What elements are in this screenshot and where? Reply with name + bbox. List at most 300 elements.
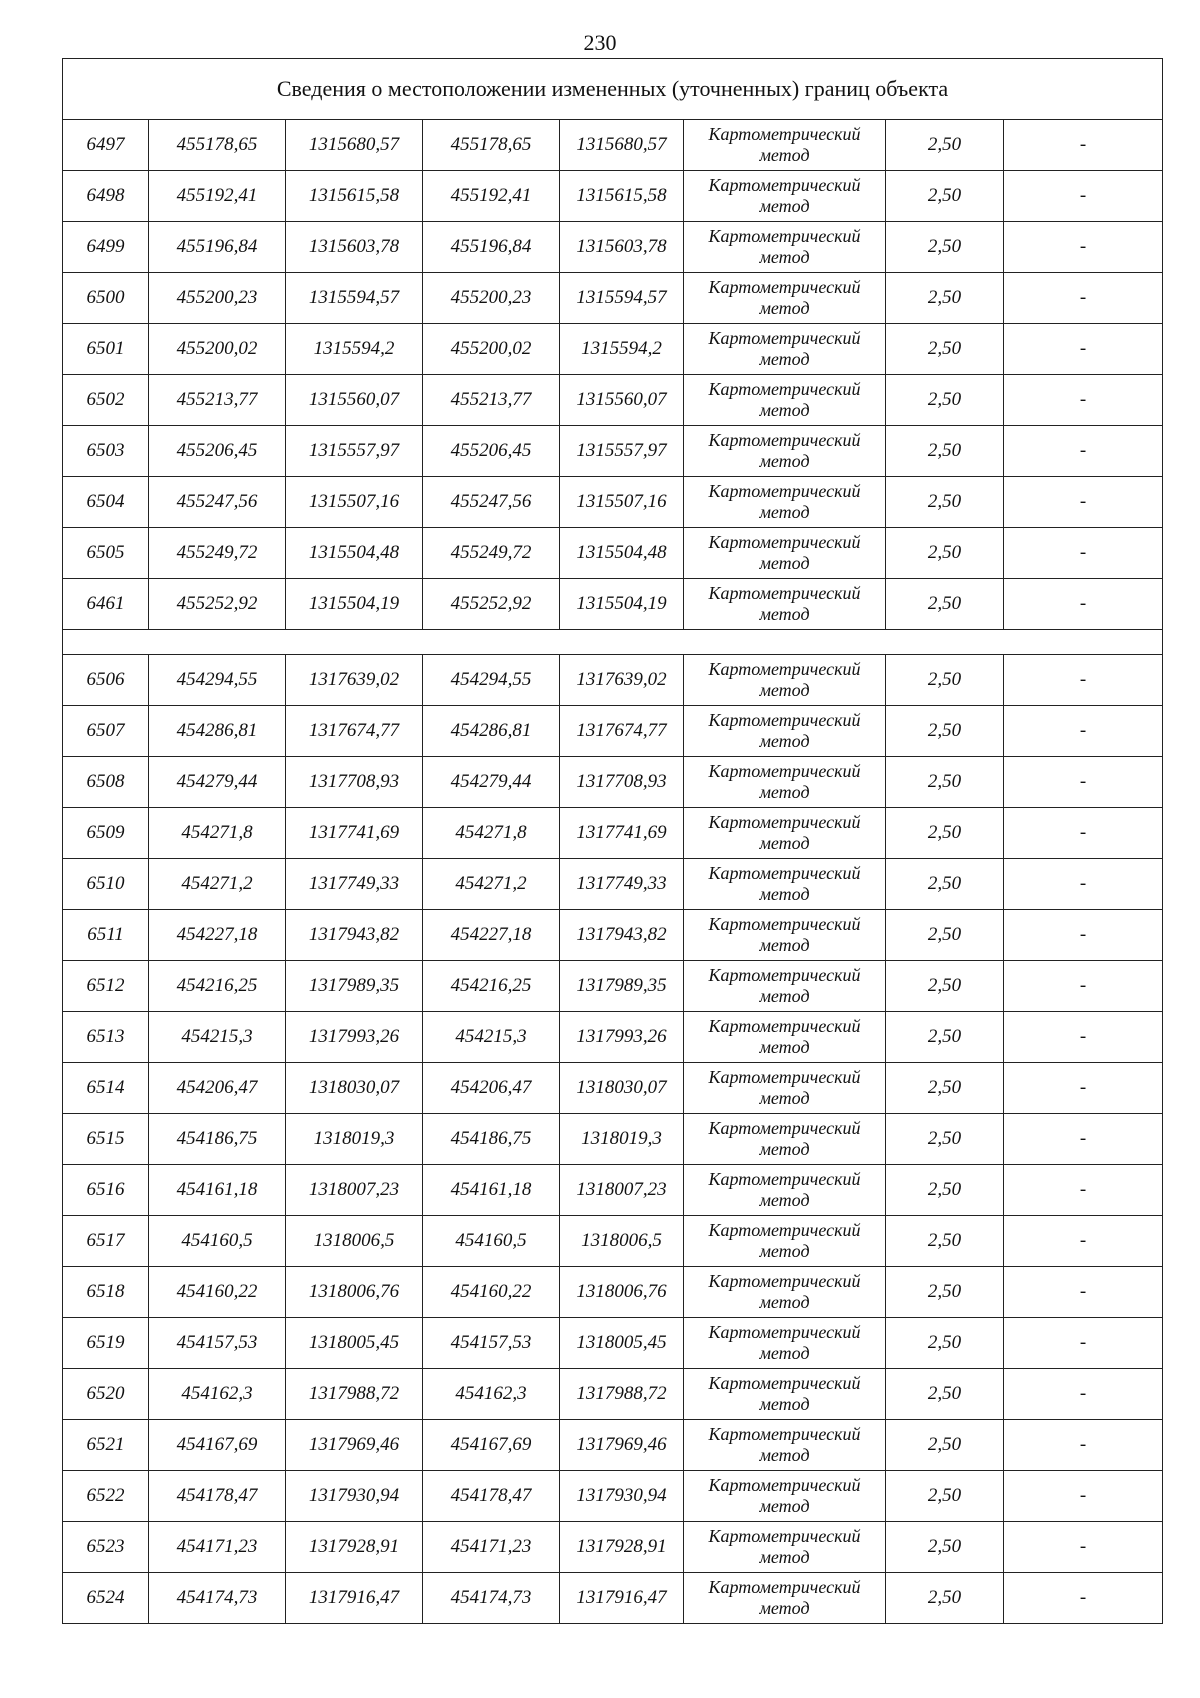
cell-y-new: 1317930,94 — [560, 1471, 684, 1522]
table-row — [63, 1165, 1163, 1216]
table-row — [63, 808, 1163, 859]
cell-method — [684, 1420, 886, 1471]
cell-description: - — [1004, 528, 1163, 579]
cell-method — [684, 324, 886, 375]
cell-description: - — [1004, 426, 1163, 477]
cell-x-new: 454178,47 — [423, 1471, 560, 1522]
cell-description: - — [1004, 324, 1163, 375]
cell-description: - — [1004, 1216, 1163, 1267]
cell-y-new: 1318006,5 — [560, 1216, 684, 1267]
cell-x-new: 454186,75 — [423, 1114, 560, 1165]
cell-x-old: 454161,18 — [149, 1165, 286, 1216]
method-line-2: метод — [759, 680, 810, 700]
method-line-2: метод — [759, 349, 810, 369]
cell-accuracy: 2,50 — [886, 1114, 1004, 1165]
cell-x-old: 454178,47 — [149, 1471, 286, 1522]
cell-description: - — [1004, 1522, 1163, 1573]
cell-method — [684, 273, 886, 324]
cell-method — [684, 120, 886, 171]
table-row — [63, 757, 1163, 808]
method-line-1: Картометрический — [708, 379, 861, 399]
cell-x-old: 454227,18 — [149, 910, 286, 961]
cell-point-number: 6522 — [63, 1471, 149, 1522]
method-line-1: Картометрический — [708, 863, 861, 883]
cell-y-old: 1318006,76 — [286, 1267, 423, 1318]
cell-y-old: 1317988,72 — [286, 1369, 423, 1420]
cell-y-new: 1315507,16 — [560, 477, 684, 528]
cell-point-number: 6524 — [63, 1573, 149, 1624]
cell-description: - — [1004, 1063, 1163, 1114]
cell-description: - — [1004, 859, 1163, 910]
cell-description: - — [1004, 706, 1163, 757]
table-row — [63, 1216, 1163, 1267]
method-line-2: метод — [759, 1139, 810, 1159]
cell-method — [684, 477, 886, 528]
cell-point-number: 6520 — [63, 1369, 149, 1420]
table-row — [63, 273, 1163, 324]
cell-x-new: 454271,2 — [423, 859, 560, 910]
cell-accuracy: 2,50 — [886, 1012, 1004, 1063]
cell-point-number: 6503 — [63, 426, 149, 477]
cell-x-new: 454227,18 — [423, 910, 560, 961]
cell-x-old: 455200,23 — [149, 273, 286, 324]
cell-y-old: 1315504,48 — [286, 528, 423, 579]
cell-y-new: 1317969,46 — [560, 1420, 684, 1471]
cell-y-new: 1315557,97 — [560, 426, 684, 477]
cell-point-number: 6505 — [63, 528, 149, 579]
cell-x-new: 454174,73 — [423, 1573, 560, 1624]
method-line-1: Картометрический — [708, 1526, 861, 1546]
method-line-2: метод — [759, 1037, 810, 1057]
table-row — [63, 910, 1163, 961]
table-title-row — [63, 59, 1163, 120]
cell-accuracy: 2,50 — [886, 1369, 1004, 1420]
cell-y-old: 1315594,2 — [286, 324, 423, 375]
cell-x-old: 454271,2 — [149, 859, 286, 910]
cell-method — [684, 961, 886, 1012]
cell-y-new: 1318006,76 — [560, 1267, 684, 1318]
cell-description: - — [1004, 961, 1163, 1012]
cell-description: - — [1004, 655, 1163, 706]
cell-x-new: 454157,53 — [423, 1318, 560, 1369]
cell-y-old: 1317916,47 — [286, 1573, 423, 1624]
cell-y-new: 1317639,02 — [560, 655, 684, 706]
cell-y-old: 1317969,46 — [286, 1420, 423, 1471]
method-line-1: Картометрический — [708, 1169, 861, 1189]
cell-x-old: 455200,02 — [149, 324, 286, 375]
method-line-1: Картометрический — [708, 1424, 861, 1444]
method-line-2: метод — [759, 145, 810, 165]
cell-x-new: 455200,02 — [423, 324, 560, 375]
cell-accuracy: 2,50 — [886, 757, 1004, 808]
cell-x-new: 454161,18 — [423, 1165, 560, 1216]
table-row — [63, 1420, 1163, 1471]
cell-y-new: 1315594,2 — [560, 324, 684, 375]
cell-y-old: 1317674,77 — [286, 706, 423, 757]
table-row — [63, 120, 1163, 171]
cell-description: - — [1004, 808, 1163, 859]
page-number: 230 — [583, 30, 617, 55]
cell-y-new: 1315504,19 — [560, 579, 684, 630]
cell-accuracy: 2,50 — [886, 1522, 1004, 1573]
cell-x-new: 454160,22 — [423, 1267, 560, 1318]
cell-x-new: 454206,47 — [423, 1063, 560, 1114]
cell-x-old: 454174,73 — [149, 1573, 286, 1624]
cell-point-number: 6512 — [63, 961, 149, 1012]
method-line-2: метод — [759, 935, 810, 955]
cell-method — [684, 528, 886, 579]
cell-y-old: 1317989,35 — [286, 961, 423, 1012]
cell-y-new: 1317943,82 — [560, 910, 684, 961]
cell-x-new: 454160,5 — [423, 1216, 560, 1267]
cell-y-old: 1315594,57 — [286, 273, 423, 324]
cell-y-old: 1315507,16 — [286, 477, 423, 528]
cell-y-new: 1318005,45 — [560, 1318, 684, 1369]
method-line-2: метод — [759, 1445, 810, 1465]
cell-y-old: 1317943,82 — [286, 910, 423, 961]
cell-description: - — [1004, 1471, 1163, 1522]
method-line-1: Картометрический — [708, 1220, 861, 1240]
cell-x-old: 454167,69 — [149, 1420, 286, 1471]
method-line-2: метод — [759, 1292, 810, 1312]
cell-point-number: 6499 — [63, 222, 149, 273]
cell-method — [684, 1063, 886, 1114]
cell-method — [684, 757, 886, 808]
cell-x-old: 454294,55 — [149, 655, 286, 706]
cell-y-new: 1317916,47 — [560, 1573, 684, 1624]
cell-method — [684, 655, 886, 706]
method-line-2: метод — [759, 986, 810, 1006]
method-line-1: Картометрический — [708, 1118, 861, 1138]
cell-x-new: 454271,8 — [423, 808, 560, 859]
cell-x-new: 454171,23 — [423, 1522, 560, 1573]
cell-x-old: 455213,77 — [149, 375, 286, 426]
cell-accuracy: 2,50 — [886, 1165, 1004, 1216]
cell-y-old: 1318006,5 — [286, 1216, 423, 1267]
cell-point-number: 6497 — [63, 120, 149, 171]
cell-x-old: 454171,23 — [149, 1522, 286, 1573]
table-row — [63, 171, 1163, 222]
cell-y-new: 1318030,07 — [560, 1063, 684, 1114]
cell-y-old: 1317930,94 — [286, 1471, 423, 1522]
cell-point-number: 6514 — [63, 1063, 149, 1114]
cell-accuracy: 2,50 — [886, 808, 1004, 859]
cell-x-old: 454160,5 — [149, 1216, 286, 1267]
cell-x-new: 454286,81 — [423, 706, 560, 757]
cell-y-old: 1315557,97 — [286, 426, 423, 477]
method-line-2: метод — [759, 1547, 810, 1567]
cell-y-new: 1315504,48 — [560, 528, 684, 579]
cell-x-old: 455196,84 — [149, 222, 286, 273]
cell-x-new: 455247,56 — [423, 477, 560, 528]
cell-x-old: 455249,72 — [149, 528, 286, 579]
cell-accuracy: 2,50 — [886, 1471, 1004, 1522]
table-row — [63, 579, 1163, 630]
cell-point-number: 6518 — [63, 1267, 149, 1318]
cell-y-old: 1317639,02 — [286, 655, 423, 706]
cell-y-old: 1318005,45 — [286, 1318, 423, 1369]
cell-method — [684, 1471, 886, 1522]
method-line-2: метод — [759, 1190, 810, 1210]
cell-point-number: 6509 — [63, 808, 149, 859]
method-line-1: Картометрический — [708, 226, 861, 246]
cell-point-number: 6504 — [63, 477, 149, 528]
cell-accuracy: 2,50 — [886, 273, 1004, 324]
cell-accuracy: 2,50 — [886, 1420, 1004, 1471]
cell-point-number: 6523 — [63, 1522, 149, 1573]
method-line-1: Картометрический — [708, 965, 861, 985]
cell-x-old: 455252,92 — [149, 579, 286, 630]
cell-point-number: 6500 — [63, 273, 149, 324]
method-line-1: Картометрический — [708, 914, 861, 934]
cell-point-number: 6508 — [63, 757, 149, 808]
method-line-1: Картометрический — [708, 583, 861, 603]
cell-y-new: 1317674,77 — [560, 706, 684, 757]
method-line-1: Картометрический — [708, 124, 861, 144]
table-row — [63, 426, 1163, 477]
cell-x-old: 454206,47 — [149, 1063, 286, 1114]
cell-description: - — [1004, 1114, 1163, 1165]
method-line-2: метод — [759, 196, 810, 216]
cell-x-new: 454216,25 — [423, 961, 560, 1012]
cell-description: - — [1004, 1369, 1163, 1420]
cell-method — [684, 1522, 886, 1573]
cell-x-old: 454157,53 — [149, 1318, 286, 1369]
cell-description: - — [1004, 1165, 1163, 1216]
cell-x-old: 455247,56 — [149, 477, 286, 528]
cell-x-new: 454294,55 — [423, 655, 560, 706]
table-row — [63, 1012, 1163, 1063]
cell-y-new: 1317993,26 — [560, 1012, 684, 1063]
table-row — [63, 859, 1163, 910]
cell-accuracy: 2,50 — [886, 910, 1004, 961]
table-row — [63, 1573, 1163, 1624]
cell-method — [684, 171, 886, 222]
method-line-2: метод — [759, 604, 810, 624]
cell-x-new: 454279,44 — [423, 757, 560, 808]
cell-accuracy: 2,50 — [886, 706, 1004, 757]
table-row — [63, 1369, 1163, 1420]
coordinates-table — [62, 58, 1163, 1624]
method-line-2: метод — [759, 553, 810, 573]
method-line-2: метод — [759, 247, 810, 267]
cell-point-number: 6516 — [63, 1165, 149, 1216]
cell-y-new: 1317749,33 — [560, 859, 684, 910]
cell-accuracy: 2,50 — [886, 1216, 1004, 1267]
table-title: Сведения о местоположении измененных (уточненных) границ объекта — [63, 59, 1163, 120]
cell-y-new: 1317988,72 — [560, 1369, 684, 1420]
cell-accuracy: 2,50 — [886, 375, 1004, 426]
method-line-1: Картометрический — [708, 710, 861, 730]
cell-y-new: 1317989,35 — [560, 961, 684, 1012]
method-line-2: метод — [759, 451, 810, 471]
table-row — [63, 1267, 1163, 1318]
cell-description: - — [1004, 273, 1163, 324]
method-line-2: метод — [759, 731, 810, 751]
cell-y-old: 1317993,26 — [286, 1012, 423, 1063]
method-line-2: метод — [759, 1496, 810, 1516]
method-line-1: Картометрический — [708, 1373, 861, 1393]
cell-method — [684, 1012, 886, 1063]
cell-y-old: 1315603,78 — [286, 222, 423, 273]
table-body — [63, 59, 1163, 1624]
table-row — [63, 1318, 1163, 1369]
cell-method — [684, 1165, 886, 1216]
method-line-2: метод — [759, 1394, 810, 1414]
cell-x-old: 454216,25 — [149, 961, 286, 1012]
cell-method — [684, 808, 886, 859]
table-row — [63, 1063, 1163, 1114]
method-line-2: метод — [759, 1598, 810, 1618]
cell-accuracy: 2,50 — [886, 1573, 1004, 1624]
table-row — [63, 324, 1163, 375]
cell-x-new: 455200,23 — [423, 273, 560, 324]
method-line-1: Картометрический — [708, 1067, 861, 1087]
table-row — [63, 706, 1163, 757]
cell-y-new: 1315680,57 — [560, 120, 684, 171]
cell-accuracy: 2,50 — [886, 477, 1004, 528]
table-row — [63, 961, 1163, 1012]
cell-method — [684, 910, 886, 961]
cell-y-old: 1318007,23 — [286, 1165, 423, 1216]
cell-y-new: 1317708,93 — [560, 757, 684, 808]
method-line-1: Картометрический — [708, 761, 861, 781]
cell-description: - — [1004, 222, 1163, 273]
cell-y-old: 1318019,3 — [286, 1114, 423, 1165]
table-row — [63, 222, 1163, 273]
cell-x-old: 454271,8 — [149, 808, 286, 859]
table-row — [63, 1471, 1163, 1522]
cell-point-number: 6511 — [63, 910, 149, 961]
cell-method — [684, 1114, 886, 1165]
cell-description: - — [1004, 579, 1163, 630]
cell-description: - — [1004, 1318, 1163, 1369]
cell-x-new: 455213,77 — [423, 375, 560, 426]
table-row — [63, 1522, 1163, 1573]
cell-method — [684, 222, 886, 273]
method-line-1: Картометрический — [708, 1322, 861, 1342]
cell-method — [684, 1369, 886, 1420]
cell-y-new: 1318019,3 — [560, 1114, 684, 1165]
method-line-2: метод — [759, 1343, 810, 1363]
cell-x-new: 455252,92 — [423, 579, 560, 630]
cell-description: - — [1004, 757, 1163, 808]
cell-method — [684, 426, 886, 477]
method-line-2: метод — [759, 1241, 810, 1261]
cell-method — [684, 1573, 886, 1624]
method-line-1: Картометрический — [708, 659, 861, 679]
method-line-2: метод — [759, 400, 810, 420]
method-line-1: Картометрический — [708, 1271, 861, 1291]
cell-y-old: 1317928,91 — [286, 1522, 423, 1573]
table-row — [63, 655, 1163, 706]
cell-x-old: 454186,75 — [149, 1114, 286, 1165]
method-line-2: метод — [759, 884, 810, 904]
cell-point-number: 6510 — [63, 859, 149, 910]
method-line-1: Картометрический — [708, 1016, 861, 1036]
cell-point-number: 6502 — [63, 375, 149, 426]
cell-y-old: 1317741,69 — [286, 808, 423, 859]
cell-x-new: 454162,3 — [423, 1369, 560, 1420]
method-line-2: метод — [759, 298, 810, 318]
table-row — [63, 375, 1163, 426]
cell-y-old: 1315560,07 — [286, 375, 423, 426]
cell-x-old: 454160,22 — [149, 1267, 286, 1318]
cell-x-new: 455196,84 — [423, 222, 560, 273]
cell-point-number: 6461 — [63, 579, 149, 630]
group-separator-row — [63, 630, 1163, 655]
method-line-1: Картометрический — [708, 1577, 861, 1597]
cell-accuracy: 2,50 — [886, 426, 1004, 477]
cell-description: - — [1004, 477, 1163, 528]
cell-y-new: 1318007,23 — [560, 1165, 684, 1216]
cell-accuracy: 2,50 — [886, 528, 1004, 579]
method-line-2: метод — [759, 1088, 810, 1108]
cell-y-old: 1318030,07 — [286, 1063, 423, 1114]
cell-x-old: 454279,44 — [149, 757, 286, 808]
cell-description: - — [1004, 1267, 1163, 1318]
cell-x-new: 454215,3 — [423, 1012, 560, 1063]
cell-accuracy: 2,50 — [886, 1063, 1004, 1114]
method-line-2: метод — [759, 502, 810, 522]
cell-accuracy: 2,50 — [886, 324, 1004, 375]
cell-accuracy: 2,50 — [886, 859, 1004, 910]
table-row — [63, 477, 1163, 528]
cell-x-old: 455192,41 — [149, 171, 286, 222]
method-line-1: Картометрический — [708, 812, 861, 832]
method-line-1: Картометрический — [708, 430, 861, 450]
cell-x-old: 454162,3 — [149, 1369, 286, 1420]
cell-description: - — [1004, 1573, 1163, 1624]
cell-description: - — [1004, 1420, 1163, 1471]
method-line-1: Картометрический — [708, 1475, 861, 1495]
cell-y-new: 1315603,78 — [560, 222, 684, 273]
cell-x-new: 455249,72 — [423, 528, 560, 579]
cell-y-old: 1317749,33 — [286, 859, 423, 910]
cell-point-number: 6498 — [63, 171, 149, 222]
cell-y-new: 1317741,69 — [560, 808, 684, 859]
cell-x-new: 455178,65 — [423, 120, 560, 171]
cell-accuracy: 2,50 — [886, 655, 1004, 706]
group-separator — [63, 630, 1163, 655]
cell-method — [684, 1318, 886, 1369]
method-line-1: Картометрический — [708, 277, 861, 297]
cell-x-new: 454167,69 — [423, 1420, 560, 1471]
cell-description: - — [1004, 120, 1163, 171]
cell-description: - — [1004, 171, 1163, 222]
cell-point-number: 6517 — [63, 1216, 149, 1267]
method-line-1: Картометрический — [708, 175, 861, 195]
cell-method — [684, 706, 886, 757]
cell-y-new: 1315560,07 — [560, 375, 684, 426]
cell-accuracy: 2,50 — [886, 222, 1004, 273]
table-row — [63, 1114, 1163, 1165]
cell-y-old: 1315680,57 — [286, 120, 423, 171]
cell-description: - — [1004, 1012, 1163, 1063]
cell-point-number: 6513 — [63, 1012, 149, 1063]
cell-description: - — [1004, 375, 1163, 426]
cell-accuracy: 2,50 — [886, 1267, 1004, 1318]
cell-description: - — [1004, 910, 1163, 961]
cell-y-old: 1317708,93 — [286, 757, 423, 808]
cell-x-new: 455192,41 — [423, 171, 560, 222]
cell-x-old: 455178,65 — [149, 120, 286, 171]
cell-y-new: 1315594,57 — [560, 273, 684, 324]
cell-point-number: 6501 — [63, 324, 149, 375]
cell-x-old: 455206,45 — [149, 426, 286, 477]
cell-x-old: 454286,81 — [149, 706, 286, 757]
cell-point-number: 6506 — [63, 655, 149, 706]
